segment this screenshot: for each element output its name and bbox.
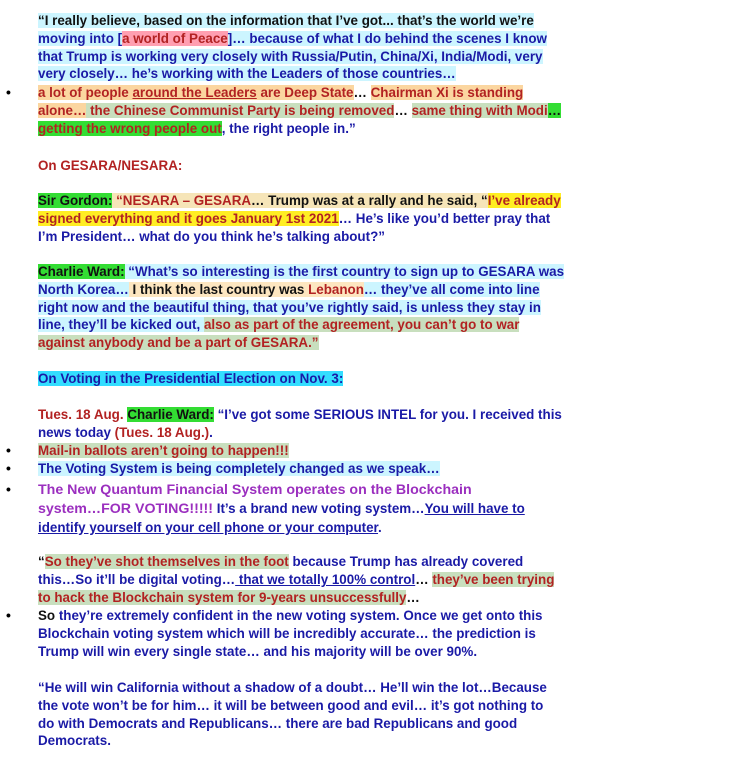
quantum-bullet <box>38 481 608 536</box>
shot-foot: So they’ve shot themselves in the foot <box>44 554 289 569</box>
bullet-dot: • <box>6 460 11 476</box>
intro-line-1: “I really believe, based on the information that I’ve got... that’s the world we’re <box>38 13 534 28</box>
confident-so: So <box>38 608 56 623</box>
voting-system-changed: The Voting System is being completely changed as we speak… <box>38 461 440 476</box>
intro-line-4: very closely… he’s working with the Leaders of those countries… <box>38 66 456 82</box>
charlie1-2b: I think the last country was <box>128 281 309 297</box>
tues-2b: (Tues. 18 Aug.) <box>114 424 210 440</box>
charlie1-4b: also as part of the agreement, you can’t go to war <box>203 317 520 333</box>
confident-bullet <box>38 607 608 660</box>
california-1: “He will win California without a shadow of a doubt… He’ll win the lot…Because <box>38 680 547 695</box>
bullet-dot: • <box>6 84 11 100</box>
bullet1-leaders: around the Leaders <box>132 85 257 100</box>
bullet1-alone: alone… <box>38 102 87 118</box>
heading-gesara: On GESARA/NESARA: <box>38 158 183 173</box>
bullet-dot: • <box>6 442 11 458</box>
bullet1-dots: … <box>547 102 562 118</box>
gordon-1b: … Trump was at a rally and he said, “ <box>251 193 488 208</box>
bullet1-right-people: , the right people in.” <box>221 120 356 136</box>
gordon-3: I’m President… what do you think he’s talking about?” <box>38 228 385 244</box>
confident-3: Trump will win every single state… and his majority will be over 90%. <box>38 643 478 659</box>
mail-in-bullet <box>38 442 608 460</box>
shot-2a: this…So it’ll be digital voting… <box>38 571 236 587</box>
charlie1-5: against anybody and be a part of GESARA.” <box>38 335 319 351</box>
voting-system-bullet <box>38 460 608 478</box>
gordon-1c: I’ve already <box>487 193 561 208</box>
bullet1-c: are Deep State <box>256 85 354 100</box>
california-3: do with Democrats and Republicans… there are bad Republicans and good <box>38 715 518 731</box>
charlie-paragraph-1 <box>38 263 608 352</box>
gordon-paragraph <box>38 192 608 245</box>
bullet1-wrong-people: getting the wrong people out <box>38 120 222 136</box>
gordon-1a: “NESARA – GESARA <box>112 193 252 208</box>
deep-state-bullet <box>38 84 608 137</box>
speaker-charlie-ward: Charlie Ward: <box>38 264 125 279</box>
shot-1c: because Trump has already covered <box>288 554 524 569</box>
california-paragraph <box>38 679 608 750</box>
bullet-dot: • <box>6 481 11 497</box>
charlie1-2d: … they’ve all come into line <box>363 281 540 297</box>
quantum-line-2c: You will have to <box>424 500 525 516</box>
shot-trying: they’ve been trying <box>432 571 555 587</box>
intro-line-3: that Trump is working very closely with Russia/Putin, China/Xi, India/Modi, very <box>38 48 543 64</box>
tues-2c: . <box>209 424 213 440</box>
charlie1-3: right now and the beautiful thing, that you’ve rightly said, is unless they stay in <box>38 299 541 315</box>
confident-2: Blockchain voting system which will be incredibly accurate… the prediction is <box>38 625 536 641</box>
shot-2c: … <box>415 571 433 587</box>
speaker-sir-gordon: Sir Gordon: <box>38 193 113 208</box>
tues-2a: news today <box>38 424 115 440</box>
heading-voting-wrap <box>38 370 608 388</box>
world-of-peace: a world of Peace <box>122 30 228 46</box>
tues-date: Tues. 18 Aug. <box>38 407 124 422</box>
speaker-charlie-ward-2: Charlie Ward: <box>127 407 214 422</box>
shot-control: that we totally 100% control <box>235 571 416 587</box>
shot-quote: “ <box>38 554 45 569</box>
charlie1-1a: “What’s so interesting is the first country to sign up to GESARA was <box>124 264 565 279</box>
shot-paragraph <box>38 553 608 606</box>
shot-3b: … <box>406 589 420 605</box>
tues-paragraph <box>38 406 608 442</box>
heading-voting: On Voting in the Presidential Election on Nov. 3: <box>38 371 344 386</box>
charlie1-2a: North Korea… <box>38 281 129 297</box>
california-2: the vote won’t be for him… it will be between good and evil… it’s got nothing to <box>38 697 544 713</box>
bullet1-a: a lot of people <box>38 85 133 100</box>
bullet1-d: … <box>353 85 371 100</box>
quantum-line-1: The New Quantum Financial System operates on the Blockchain <box>38 482 472 498</box>
bullet1-sep: … <box>394 102 412 118</box>
intro-line-2c: ]… because of what I do behind the scenes I know <box>227 30 547 46</box>
intro-line-2a: moving into [ <box>38 30 123 46</box>
confident-1b: they’re extremely confident in the new voting system. Once we get onto this <box>55 608 543 623</box>
intro-paragraph <box>38 12 608 83</box>
bullet-dot: • <box>6 607 11 623</box>
gordon-2b: … He’s like you’d better pray that <box>338 210 551 226</box>
quantum-line-2a: system…FOR VOTING!!!!! <box>38 500 213 517</box>
california-4: Democrats. <box>38 733 111 749</box>
bullet1-xi: Chairman Xi is standing <box>370 85 524 100</box>
tues-1a: “I’ve got some SERIOUS INTEL for you. I received this <box>213 407 562 422</box>
bullet1-ccp: the Chinese Communist Party is being removed <box>86 102 395 118</box>
gordon-2a: signed everything and it goes January 1st 2021 <box>38 210 339 226</box>
bullet1-modi: same thing with Modi <box>411 102 548 118</box>
shot-hack: to hack the Blockchain system for 9-years unsuccessfully <box>38 589 407 605</box>
charlie1-lebanon: Lebanon <box>308 281 364 297</box>
quantum-line-2b: It’s a brand new voting system… <box>213 500 425 516</box>
mail-in-ballots: Mail-in ballots aren’t going to happen!!! <box>38 443 289 458</box>
charlie1-4a: line, they’ll be kicked out, <box>38 317 204 333</box>
quantum-line-3: identify yourself on your cell phone or your computer <box>38 519 379 535</box>
quantum-line-3b: . <box>378 519 382 535</box>
